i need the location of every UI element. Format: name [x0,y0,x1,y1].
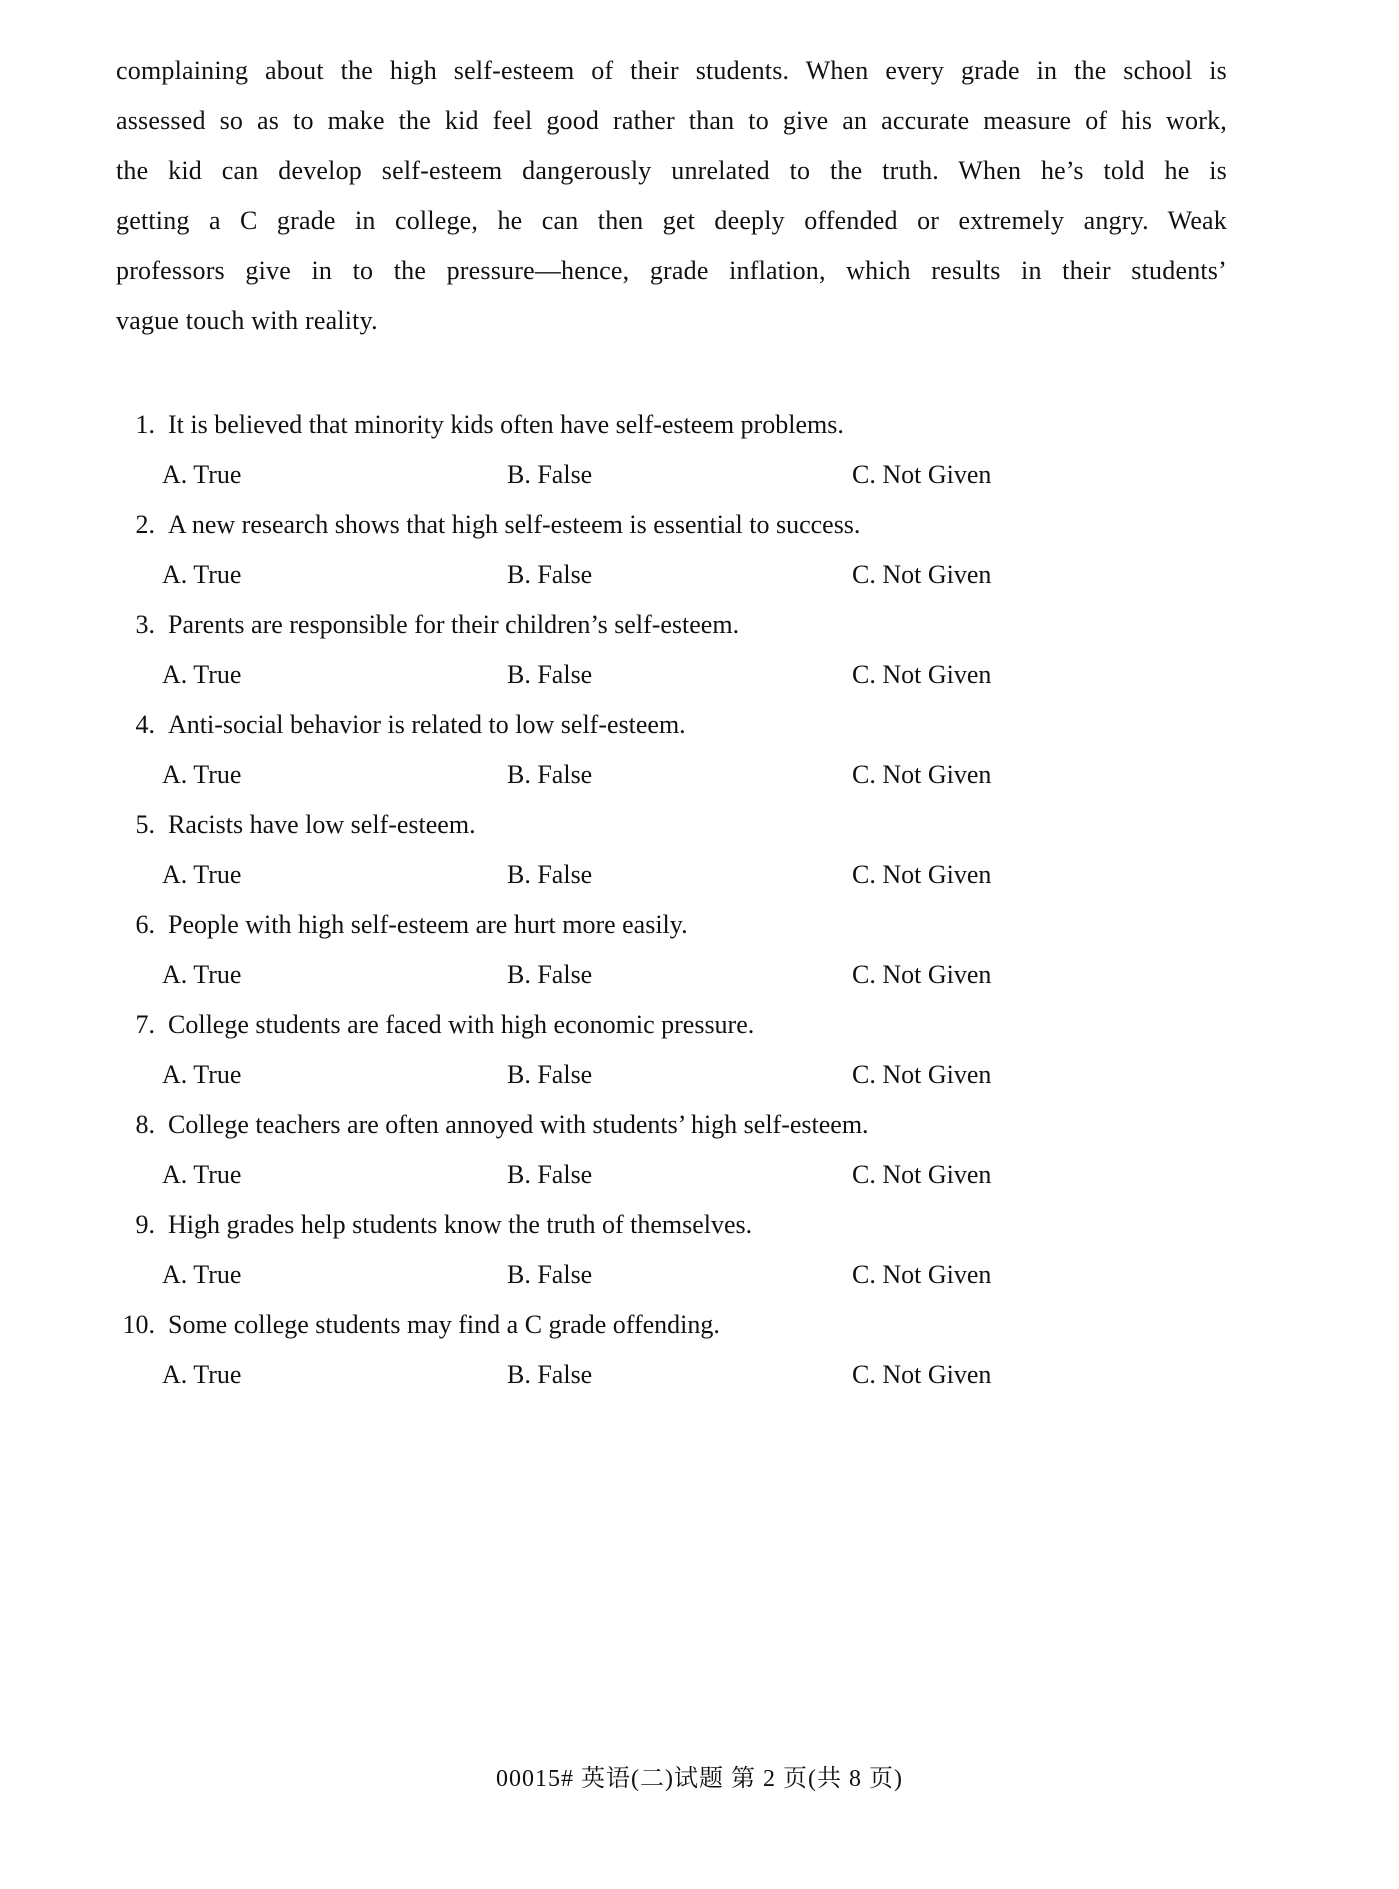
question-text: College teachers are often annoyed with students’ high self-esteem. [168,1110,869,1139]
option-b: B. False [507,960,593,989]
option-c: C. Not Given [852,560,992,589]
question-text: Anti-social behavior is related to low self-esteem. [168,710,686,739]
option-c: C. Not Given [852,1360,992,1389]
passage-line: getting a C grade in college, he can then get deeply offended or extremely angry. Weak [116,206,1227,235]
question-6 [97,900,1217,1000]
question-number: 8. [135,1110,155,1139]
option-c: C. Not Given [852,1260,992,1289]
question-10 [97,1300,1217,1400]
option-a: A. True [162,1260,242,1289]
option-b: B. False [507,560,593,589]
question-4 [97,700,1217,800]
question-number: 7. [135,1010,155,1039]
passage-line: vague touch with reality. [116,306,378,335]
passage-line: complaining about the high self-esteem of their students. When every grade in the school is [116,56,1227,85]
option-c: C. Not Given [852,660,992,689]
question-number: 1. [135,410,155,439]
passage-line: assessed so as to make the kid feel good rather than to give an accurate measure of his work, [116,106,1227,135]
option-c: C. Not Given [852,1060,992,1089]
question-list [97,400,1217,1400]
option-a: A. True [162,860,242,889]
option-b: B. False [507,660,593,689]
option-c: C. Not Given [852,960,992,989]
reading-passage [116,46,1227,346]
option-c: C. Not Given [852,460,992,489]
question-number: 6. [135,910,155,939]
page-footer: 00015# 英语(二)试题 第 2 页(共 8 页) [496,1766,903,1792]
question-text: Some college students may find a C grade offending. [168,1310,720,1339]
question-5 [97,800,1217,900]
question-number: 2. [135,510,155,539]
option-a: A. True [162,1060,242,1089]
question-1 [97,400,1217,500]
option-a: A. True [162,460,242,489]
question-text: It is believed that minority kids often have self-esteem problems. [168,410,844,439]
option-a: A. True [162,1360,242,1389]
passage-line: professors give in to the pressure—hence, grade inflation, which results in their students’ [116,256,1227,285]
option-a: A. True [162,660,242,689]
question-3 [97,600,1217,700]
question-text: College students are faced with high economic pressure. [168,1010,755,1039]
option-a: A. True [162,760,242,789]
option-b: B. False [507,1060,593,1089]
question-text: Parents are responsible for their children’s self-esteem. [168,610,740,639]
option-b: B. False [507,460,593,489]
option-c: C. Not Given [852,860,992,889]
question-9 [97,1200,1217,1300]
option-a: A. True [162,1160,242,1189]
option-a: A. True [162,560,242,589]
question-text: A new research shows that high self-esteem is essential to success. [168,510,861,539]
question-7 [97,1000,1217,1100]
option-b: B. False [507,1360,593,1389]
question-number: 10. [122,1310,155,1339]
option-b: B. False [507,1160,593,1189]
question-text: People with high self-esteem are hurt more easily. [168,910,688,939]
question-number: 9. [135,1210,155,1239]
option-c: C. Not Given [852,760,992,789]
passage-line: the kid can develop self-esteem dangerously unrelated to the truth. When he’s told he is [116,156,1227,185]
question-number: 4. [135,710,155,739]
question-8 [97,1100,1217,1200]
question-2 [97,500,1217,600]
question-text: High grades help students know the truth of themselves. [168,1210,753,1239]
question-text: Racists have low self-esteem. [168,810,476,839]
option-b: B. False [507,860,593,889]
question-number: 3. [135,610,155,639]
option-c: C. Not Given [852,1160,992,1189]
question-number: 5. [135,810,155,839]
option-a: A. True [162,960,242,989]
option-b: B. False [507,1260,593,1289]
option-b: B. False [507,760,593,789]
